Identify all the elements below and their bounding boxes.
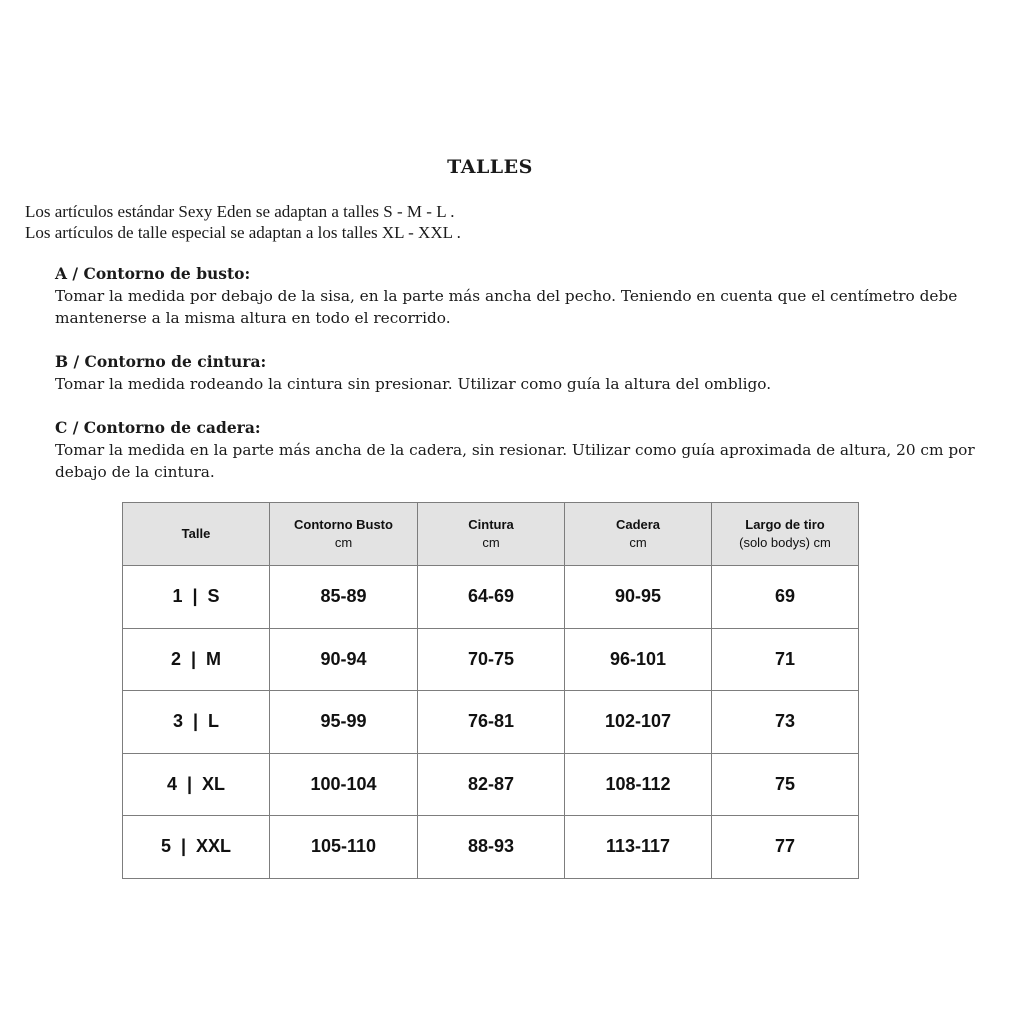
intro-text <box>25 201 461 243</box>
cell-rise: 71 <box>712 628 859 691</box>
intro-line-special: Los artículos de talle especial se adaptan a los talles XL - XXL . <box>25 223 461 242</box>
section-waist-body: Tomar la medida rodeando la cintura sin presionar. Utilizar como guía la altura del ombligo. <box>55 375 772 393</box>
section-hip-body: Tomar la medida en la parte más ancha de la cadera, sin resionar. Utilizar como guía aproximada de altura, 20 cm por debajo de la cintura. <box>55 441 975 481</box>
page-title: TALLES <box>447 156 533 178</box>
cell-size: 4 | XL <box>123 753 270 816</box>
cell-waist: 82-87 <box>418 753 565 816</box>
cell-hip: 113-117 <box>565 816 712 879</box>
header-rise-unit: (solo bodys) cm <box>739 535 831 550</box>
cell-size: 3 | L <box>123 691 270 754</box>
header-hip-label: Cadera <box>615 517 661 532</box>
cell-rise: 73 <box>712 691 859 754</box>
header-bust <box>270 503 418 566</box>
intro-line-standard: Los artículos estándar Sexy Eden se adaptan a talles S - M - L . <box>25 202 455 221</box>
header-waist-label: Cintura <box>468 517 514 532</box>
size-table-header-row <box>123 503 859 566</box>
section-bust-body: Tomar la medida por debajo de la sisa, en la parte más ancha del pecho. Teniendo en cuenta que el centímetro debe mantenerse a la misma altura en todo el recorrido. <box>55 287 958 327</box>
table-row <box>123 691 859 754</box>
cell-size: 5 | XXL <box>123 816 270 879</box>
cell-rise: 75 <box>712 753 859 816</box>
cell-waist: 64-69 <box>418 566 565 629</box>
header-rise-label: Largo de tiro <box>745 517 825 532</box>
header-bust-label: Contorno Busto <box>294 517 393 532</box>
header-size-label: Talle <box>181 526 211 541</box>
cell-hip: 90-95 <box>565 566 712 629</box>
cell-hip: 108-112 <box>565 753 712 816</box>
cell-hip: 102-107 <box>565 691 712 754</box>
cell-bust: 100-104 <box>270 753 418 816</box>
header-waist-unit: cm <box>482 535 500 550</box>
cell-waist: 76-81 <box>418 691 565 754</box>
cell-bust: 95-99 <box>270 691 418 754</box>
cell-rise: 69 <box>712 566 859 629</box>
cell-hip: 96-101 <box>565 628 712 691</box>
cell-rise: 77 <box>712 816 859 879</box>
cell-waist: 70-75 <box>418 628 565 691</box>
header-waist <box>418 503 565 566</box>
size-table <box>122 502 859 879</box>
section-waist <box>55 351 1010 395</box>
cell-size: 2 | M <box>123 628 270 691</box>
section-hip <box>55 417 1010 483</box>
header-hip <box>565 503 712 566</box>
header-hip-unit: cm <box>629 535 647 550</box>
cell-size: 1 | S <box>123 566 270 629</box>
header-size <box>123 503 270 566</box>
table-row <box>123 566 859 629</box>
section-bust <box>55 263 1010 329</box>
section-bust-heading: A / Contorno de busto: <box>55 264 251 283</box>
cell-bust: 105-110 <box>270 816 418 879</box>
section-waist-heading: B / Contorno de cintura: <box>55 352 267 371</box>
header-bust-unit: cm <box>334 535 353 550</box>
cell-bust: 85-89 <box>270 566 418 629</box>
section-hip-heading: C / Contorno de cadera: <box>55 418 261 437</box>
cell-bust: 90-94 <box>270 628 418 691</box>
header-rise-length <box>712 503 859 566</box>
table-row <box>123 628 859 691</box>
table-row <box>123 753 859 816</box>
cell-waist: 88-93 <box>418 816 565 879</box>
table-row <box>123 816 859 879</box>
